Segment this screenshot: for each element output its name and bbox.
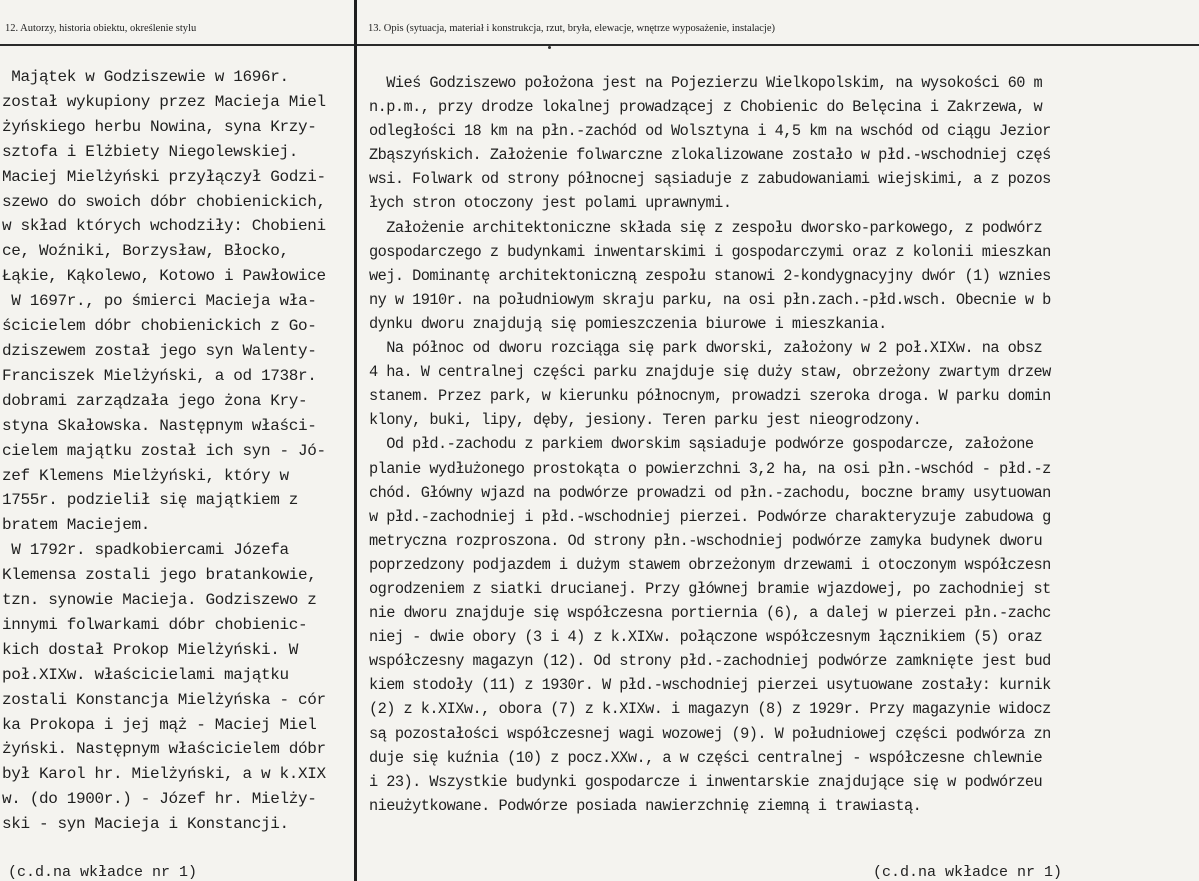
- text-line: Od płd.-zachodu z parkiem dworskim sąsiaduje podwórze gospodarcze, założone: [369, 435, 1034, 454]
- text-line: Łąkie, Kąkolewo, Kotowo i Pawłowice: [2, 267, 326, 286]
- text-line: w płd.-zachodniej i płd.-wschodniej pierzei. Podwórze charakteryzuje zabudowa g: [369, 507, 1051, 526]
- text-line: zef Klemens Mielżyński, który w: [2, 466, 289, 485]
- text-line: (2) z k.XIXw., obora (7) z k.XIXw. i magazyn (8) z 1929r. Przy magazynie widocz: [369, 700, 1051, 719]
- text-line: klony, buki, lipy, dęby, jesiony. Teren parku jest nieogrodzony.: [369, 411, 922, 430]
- text-line: ny w 1910r. na południowym skraju parku, na osi płn.zach.-płd.wsch. Obecnie w b: [369, 290, 1051, 309]
- section-12-title: 12. Autorzy, historia obiektu, określenie stylu: [5, 23, 197, 34]
- text-line: poprzedzony podjazdem i dużym stawem obrzeżonym drzewami i otoczonym współczesn: [369, 555, 1051, 574]
- text-line: innymi folwarkami dóbr chobienic-: [2, 615, 308, 634]
- text-line: ce, Woźniki, Borzysław, Błocko,: [2, 242, 289, 261]
- text-line: dziszewem został jego syn Walenty-: [2, 341, 317, 360]
- text-line: w. (do 1900r.) - Józef hr. Mielży-: [2, 790, 317, 809]
- text-line: współczesny magazyn (12). Od strony płd.-zachodniej podwórze zamknięte jest bud: [369, 652, 1051, 671]
- history-text-column: [2, 65, 354, 837]
- text-line: ski - syn Macieja i Konstancji.: [2, 815, 289, 834]
- text-line: łych stron otoczony jest polami uprawnymi.: [369, 194, 732, 213]
- text-line: Założenie architektoniczne składa się z zespołu dworsko-parkowego, z podwórz: [369, 218, 1043, 237]
- text-line: kiem stodoły (11) z 1930r. W płd.-wschodniej pierzei usytuowane zostały: kurnik: [369, 676, 1051, 695]
- text-line: został wykupiony przez Macieja Miel: [2, 92, 326, 111]
- description-text-column: [369, 71, 1199, 818]
- text-line: Na północ od dworu rozciąga się park dworski, założony w 2 poł.XIXw. na obsz: [369, 339, 1043, 358]
- text-line: W 1697r., po śmierci Macieja wła-: [2, 292, 317, 311]
- column-divider: [354, 0, 357, 881]
- text-line: wsi. Folwark od strony północnej sąsiaduje z zabudowaniami wiejskimi, a z pozos: [369, 170, 1051, 189]
- section-13-title: 13. Opis (sytuacja, materiał i konstrukcja, rzut, bryła, elewacje, wnętrze wyposażenie, instalacje): [368, 23, 776, 34]
- text-line: był Karol hr. Mielżyński, a w k.XIX: [2, 765, 326, 784]
- text-line: gospodarczego z budynkami inwentarskimi i gospodarczymi oraz z kolonii mieszkan: [369, 242, 1051, 261]
- text-line: planie wydłużonego prostokąta o powierzchni 3,2 ha, na osi płn.-wschód - płd.-z: [369, 459, 1051, 478]
- text-line: bratem Maciejem.: [2, 516, 151, 535]
- text-line: W 1792r. spadkobiercami Józefa: [2, 541, 289, 560]
- text-line: Klemensa zostali jego bratankowie,: [2, 566, 317, 585]
- text-line: Majątek w Godziszewie w 1696r.: [2, 68, 289, 86]
- text-line: kich dostał Prokop Mielżyński. W: [2, 640, 299, 659]
- text-line: Wieś Godziszewo położona jest na Pojezierzu Wielkopolskim, na wysokości 60 m: [369, 74, 1043, 92]
- text-line: stanem. Przez park, w kierunku północnym, prowadzi szeroka droga. W parku domin: [369, 387, 1051, 406]
- text-line: żyńskiego herbu Nowina, syna Krzy-: [2, 117, 317, 136]
- text-line: poł.XIXw. właścicielami majątku: [2, 665, 289, 684]
- text-line: żyński. Następnym właścicielem dóbr: [2, 740, 326, 759]
- text-line: odległości 18 km na płn.-zachód od Wolsztyna i 4,5 km na wschód od ciągu Jezior: [369, 122, 1051, 141]
- text-line: metryczna rozproszona. Od strony płn.-wschodniej podwórze zamyka budynek dworu: [369, 531, 1043, 550]
- text-line: cielem majątku został ich syn - Jó-: [2, 441, 326, 460]
- text-line: ogrodzeniem z siatki drucianej. Przy głównej bramie wjazdowej, po zachodniej st: [369, 579, 1051, 598]
- text-line: są pozostałości współczesnej wagi wozowej (9). W południowej części podwórza zn: [369, 724, 1051, 743]
- text-line: Zbąszyńskich. Założenie folwarczne zlokalizowane zostało w płd.-wschodniej częś: [369, 146, 1051, 165]
- text-line: zostali Konstancja Mielżyńska - cór: [2, 690, 326, 709]
- text-line: 1755r. podzielił się majątkiem z: [2, 491, 299, 510]
- text-line: n.p.m., przy drodze lokalnej prowadzącej z Chobienic do Belęcina i Zakrzewa, w: [369, 98, 1043, 117]
- text-line: dobrami zarządzała jego żona Kry-: [2, 391, 308, 410]
- header-divider: [0, 44, 1199, 46]
- text-line: chód. Główny wjazd na podwórze prowadzi od płn.-zachodu, boczne bramy usytuowan: [369, 483, 1051, 502]
- text-line: tzn. synowie Macieja. Godziszewo z: [2, 591, 317, 610]
- text-line: w skład których wchodziły: Chobieni: [2, 217, 326, 236]
- text-line: ka Prokopa i jej mąż - Maciej Miel: [2, 715, 317, 734]
- text-line: wej. Dominantę architektoniczną zespołu stanowi 2-kondygnacyjny dwór (1) wznies: [369, 266, 1051, 285]
- text-line: i 23). Wszystkie budynki gospodarcze i inwentarskie znajdujące się w podwórzeu: [369, 772, 1043, 791]
- text-line: 4 ha. W centralnej części parku znajduje się duży staw, obrzeżony zwartym drzew: [369, 363, 1051, 382]
- text-line: nieużytkowane. Podwórze posiada nawierzchnię ziemną i trawiastą.: [369, 796, 922, 815]
- text-line: ścicielem dóbr chobienickich z Go-: [2, 317, 317, 336]
- text-line: styna Skałowska. Następnym właści-: [2, 416, 317, 435]
- text-line: sztofa i Elżbiety Niegolewskiej.: [2, 142, 299, 161]
- text-line: Franciszek Mielżyński, a od 1738r.: [2, 366, 317, 385]
- text-line: Maciej Mielżyński przyłączył Godzi-: [2, 167, 326, 186]
- text-line: duje się kuźnia (10) z pocz.XXw., a w części centralnej - współczesne chlewnie: [369, 748, 1043, 767]
- text-line: nie dworu znajduje się współczesna portiernia (6), a dalej w pierzei płn.-zachc: [369, 604, 1051, 623]
- ink-dot: [548, 46, 551, 49]
- continuation-note-left: (c.d.na wkładce nr 1): [8, 864, 198, 881]
- continuation-note-right: (c.d.na wkładce nr 1): [873, 864, 1063, 881]
- text-line: szewo do swoich dóbr chobienickich,: [2, 192, 326, 211]
- text-line: dynku dworu znajdują się pomieszczenia biurowe i mieszkania.: [369, 314, 887, 333]
- text-line: niej - dwie obory (3 i 4) z k.XIXw. połączone współczesnym łącznikiem (5) oraz: [369, 628, 1043, 647]
